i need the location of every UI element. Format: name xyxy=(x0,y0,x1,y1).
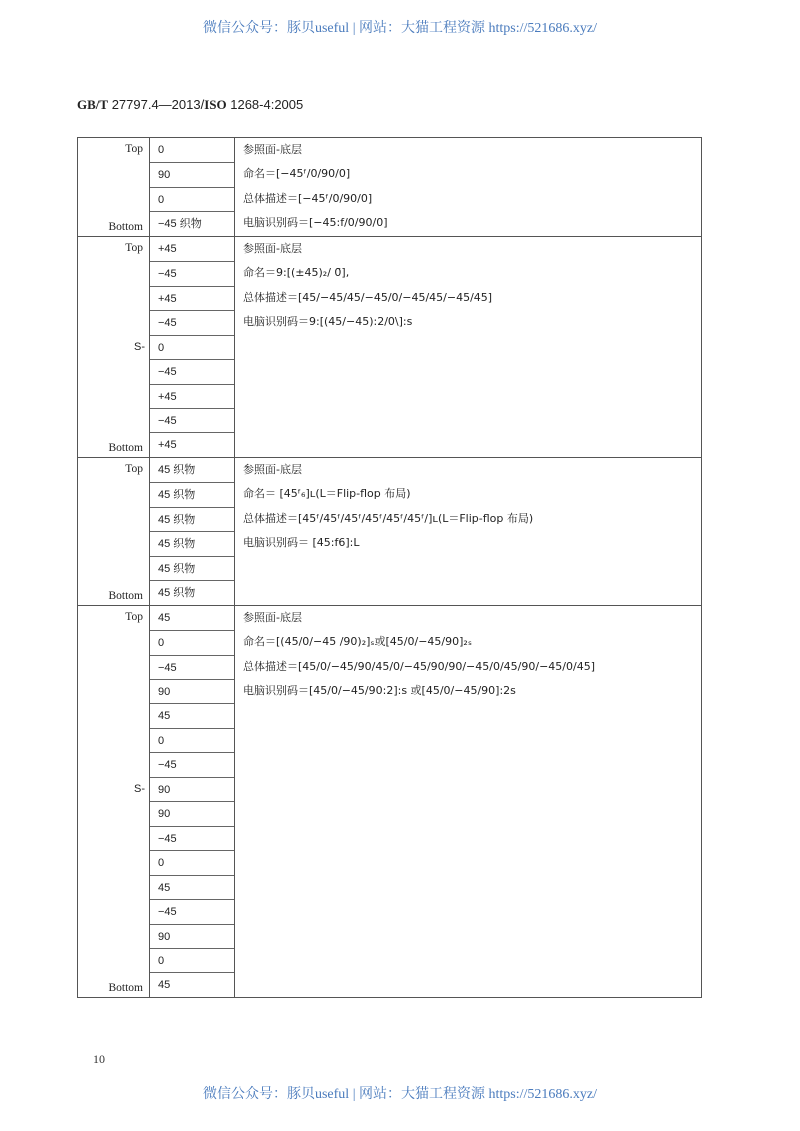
ply-cell: 0 xyxy=(150,335,234,359)
page-number: 10 xyxy=(93,1052,105,1066)
layup-section xyxy=(78,457,701,605)
description-line: 参照面-底层 xyxy=(243,241,302,255)
ply-cell: 45 织物 xyxy=(158,463,196,476)
symmetry-label: S- xyxy=(134,782,145,795)
description-line: 命名＝[−45ᶠ/0/90/0] xyxy=(243,167,351,181)
ply-orientation-column xyxy=(150,606,235,997)
bottom-label: Bottom xyxy=(108,220,143,233)
top-label: Top xyxy=(125,610,143,623)
ply-cell: −45 xyxy=(150,655,234,679)
ply-cell: −45 xyxy=(150,899,234,923)
position-label-column xyxy=(78,138,150,236)
watermark-top: 微信公众号：豚贝useful | 网站：大猫工程资源 https://521686.xyz/ xyxy=(202,21,597,36)
ply-cell: 45 织物 xyxy=(150,556,234,580)
iso-prefix: ISO xyxy=(204,97,227,112)
description-line: 电脑识别码＝9:[(45/−45):2/0\]:s xyxy=(243,315,413,329)
ply-cell: −45 xyxy=(150,261,234,285)
ply-cell: 45 xyxy=(150,703,234,727)
description-line: 参照面-底层 xyxy=(243,462,302,476)
description-line: 总体描述＝[45/−45/45/−45/0/−45/45/−45/45] xyxy=(243,290,493,304)
ply-cell: 0 xyxy=(150,187,234,211)
ply-cell: +45 xyxy=(158,242,177,255)
ply-cell: 45 xyxy=(150,875,234,899)
description-line: 电脑识别码＝ [45:f6]:L xyxy=(243,536,360,550)
bottom-label: Bottom xyxy=(108,981,143,994)
layup-section xyxy=(78,138,701,236)
description-line: 命名＝ [45ᶠ₆]ʟ(L＝Flip-flop 布局) xyxy=(243,487,411,501)
ply-cell: 45 xyxy=(158,611,171,624)
ply-cell: 0 xyxy=(150,630,234,654)
description-line: 电脑识别码＝[−45:f/0/90/0] xyxy=(243,216,388,230)
ply-orientation-column xyxy=(150,237,235,457)
ply-cell: 90 xyxy=(150,801,234,825)
ply-cell: 45 织物 xyxy=(150,482,234,506)
symmetry-label: S- xyxy=(134,340,145,353)
layup-description xyxy=(235,458,701,605)
position-label-column xyxy=(78,237,150,457)
position-label-column xyxy=(78,606,150,997)
description-line: 总体描述＝[45ᶠ/45ᶠ/45ᶠ/45ᶠ/45ᶠ/45ᶠ/]ʟ(L＝Flip-flop 布局) xyxy=(243,511,534,525)
description-line: 总体描述＝[45/0/−45/90/45/0/−45/90/90/−45/0/45/90/−45/0/45] xyxy=(243,659,595,673)
layup-section xyxy=(78,605,701,997)
ply-cell: 45 xyxy=(150,972,234,996)
iso-number: 1268-4:2005 xyxy=(226,97,304,112)
description-line: 命名＝9:[(±45)₂/ 0̄], xyxy=(243,266,350,280)
ply-cell: −45 织物 xyxy=(150,211,234,235)
standard-number: 27797.4—2013/ xyxy=(108,97,205,112)
ply-cell: 90 xyxy=(150,924,234,948)
ply-cell: 0 xyxy=(150,948,234,972)
ply-cell: +45 xyxy=(150,384,234,408)
top-label: Top xyxy=(125,143,143,155)
ply-cell: −45 xyxy=(150,310,234,334)
layup-section xyxy=(78,236,701,457)
ply-cell: +45 xyxy=(150,432,234,456)
ply-cell: 45 织物 xyxy=(150,507,234,531)
ply-orientation-column xyxy=(150,138,235,236)
description-line: 参照面-底层 xyxy=(243,610,302,624)
ply-cell: 0 xyxy=(150,850,234,874)
top-label: Top xyxy=(125,462,143,475)
standard-number-header xyxy=(77,97,303,113)
ply-cell: −45 xyxy=(150,752,234,776)
ply-cell: −45 xyxy=(150,359,234,383)
bottom-label: Bottom xyxy=(108,441,143,454)
ply-cell: −45 xyxy=(150,408,234,432)
layup-description xyxy=(235,138,701,236)
top-label: Top xyxy=(125,241,143,254)
description-line: 电脑识别码＝[45/0/−45/90:2]:s 或[45/0/−45/90]:2s xyxy=(243,683,516,697)
layup-description xyxy=(235,606,701,997)
description-line: 命名＝[(45/0/−45 /90)₂]ₛ或[45/0/−45/90]₂ₛ xyxy=(243,635,472,649)
description-line: 参照面-底层 xyxy=(243,143,302,156)
layup-table xyxy=(77,137,702,998)
description-line: 总体描述＝[−45ᶠ/0/90/0] xyxy=(243,191,373,205)
ply-cell: +45 xyxy=(150,286,234,310)
standard-prefix: GB/T xyxy=(77,97,109,112)
watermark-bottom: 微信公众号：豚贝useful | 网站：大猫工程资源 https://521686.xyz/ xyxy=(202,1087,597,1102)
ply-cell: 90 xyxy=(150,679,234,703)
ply-cell: 0 xyxy=(158,144,165,156)
ply-cell: 45 织物 xyxy=(150,580,234,604)
layup-description xyxy=(235,237,701,457)
position-label-column xyxy=(78,458,150,605)
ply-cell: 45 织物 xyxy=(150,531,234,555)
ply-orientation-column xyxy=(150,458,235,605)
ply-cell: −45 xyxy=(150,826,234,850)
ply-cell: 0 xyxy=(150,728,234,752)
ply-cell: 90 xyxy=(150,777,234,801)
ply-cell: 90 xyxy=(150,162,234,186)
bottom-label: Bottom xyxy=(108,589,143,602)
